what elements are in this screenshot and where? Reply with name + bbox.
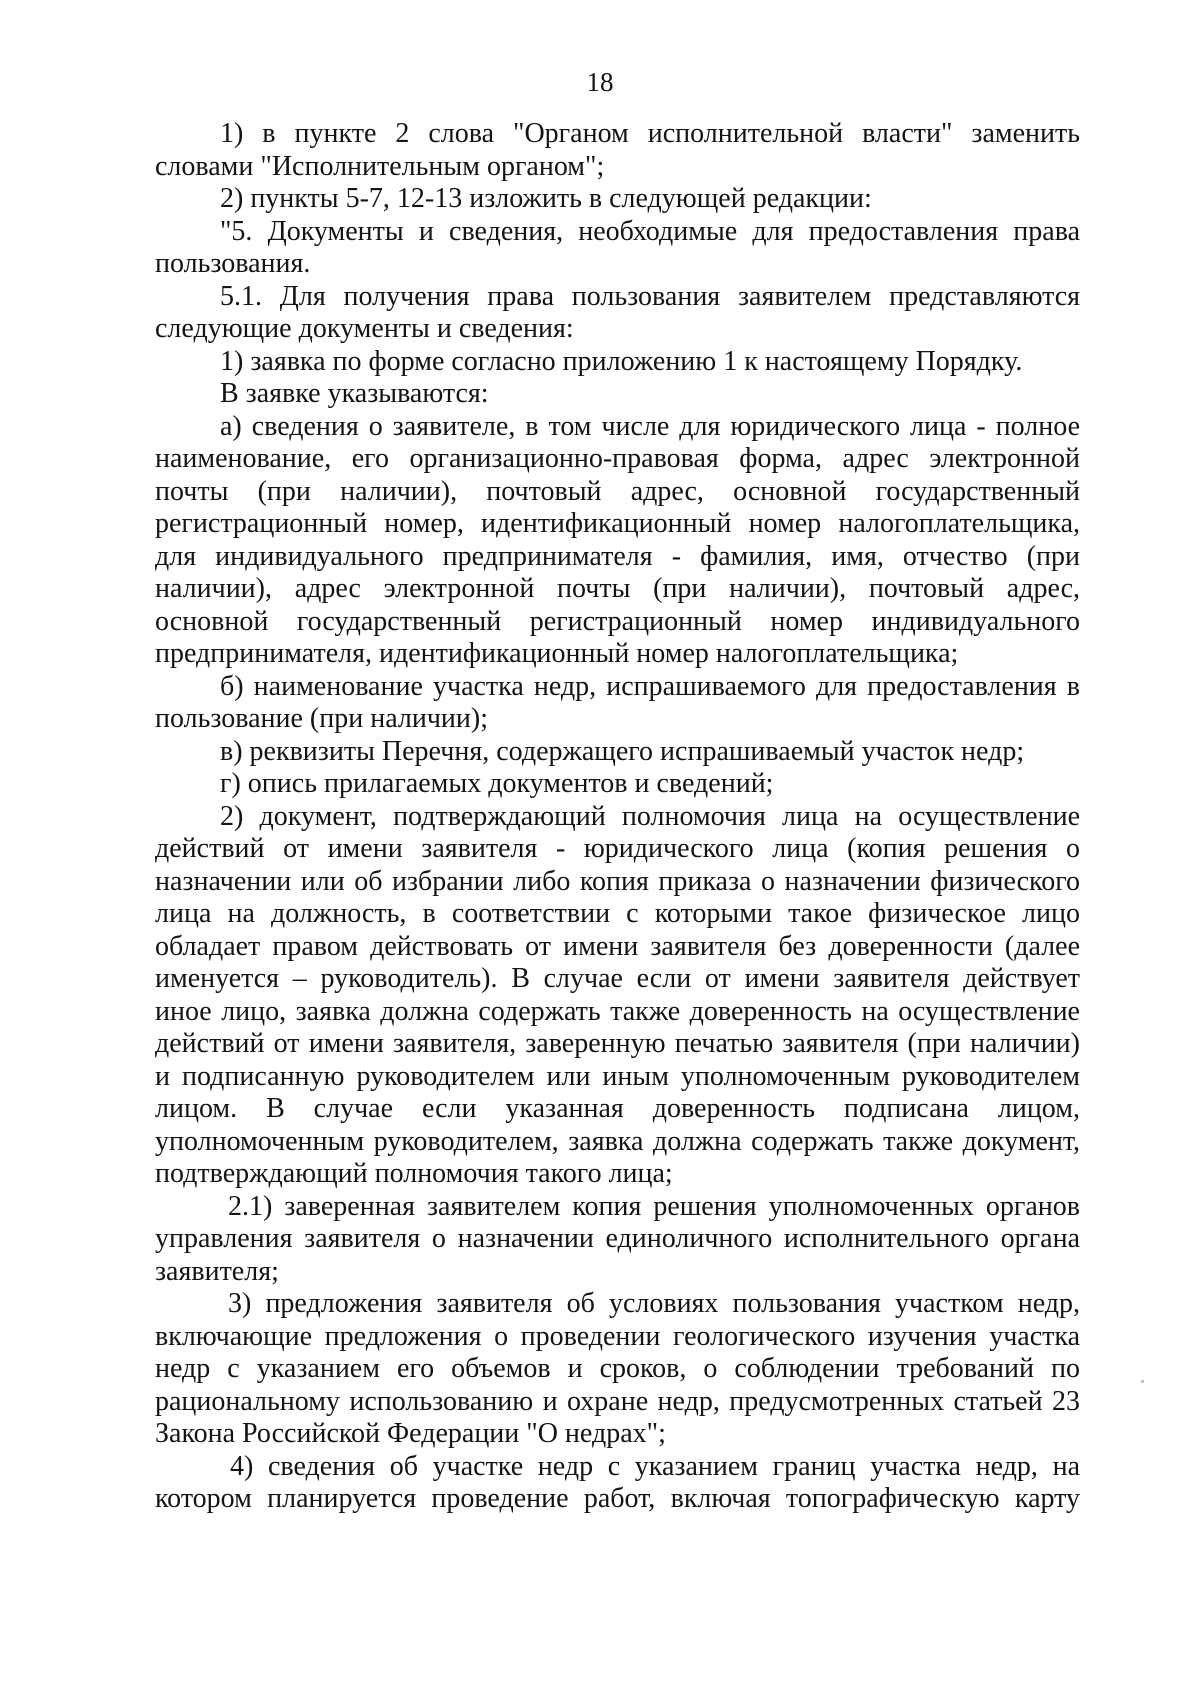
paragraph-section-5: "5. Документы и сведения, необходимые для предоставления права пользования. <box>155 215 1080 279</box>
paragraph-subitem-v: в) реквизиты Перечня, содержащего испрашиваемый участок недр; <box>220 735 1025 767</box>
paragraph-item-2-1: 2.1) заверенная заявителем копия решения уполномоченных органов управления заявителя о назначении единоличного исполнительного органа заявителя; <box>155 1190 1080 1287</box>
page-number: 18 <box>586 67 614 97</box>
paragraph-amend-point-2: 2) пункты 5-7, 12-13 изложить в следующей редакции: <box>220 183 872 214</box>
document-body <box>155 118 1080 1516</box>
paragraph-item-4: 4) сведения об участке недр с указанием границ участка недр, на котором планируется проведение работ, включая топографическую карту <box>155 1450 1080 1514</box>
paragraph-section-5-1: 5.1. Для получения права пользования заявителем представляются следующие документы и сведения: <box>155 280 1080 344</box>
paragraph-item-2: 2) документ, подтверждающий полномочия лица на осуществление действий от имени заявителя - юридического лица (копия решения о назначении или об избрании либо копия приказа о назначении физического лица на должность, в соответствии с которыми такое физическое лицо обладает правом действовать от имени заявителя без доверенности (далее именуется – руководитель). В случае если от имени заявителя действует иное лицо, заявка должна содержать также доверенность на осуществление действий от имени заявителя, заверенную печатью заявителя (при наличии) и подписанную руководителем или иным уполномоченным руководителем лицом. В случае если указанная доверенность подписана лицом, уполномоченным руководителем, заявка должна содержать также документ, подтверждающий полномочия такого лица; <box>155 800 1080 1189</box>
paragraph-subitem-a: а) сведения о заявителе, в том числе для юридического лица - полное наименование, его организационно-правовая форма, адрес электронной почты (при наличии), почтовый адрес, основной государственный регистрационный номер, идентификационный номер налогоплательщика, для индивидуального предпринимателя - фамилия, имя, отчество (при наличии), адрес электронной почты (при наличии), почтовый адрес, основной государственный регистрационный номер индивидуального предпринимателя, идентификационный номер налогоплательщика; <box>155 410 1080 669</box>
paragraph-amend-point-1: 1) в пункте 2 слова "Органом исполнительной власти" заменить словами "Исполнительным органом"; <box>155 118 1080 182</box>
paragraph-item-1: 1) заявка по форме согласно приложению 1 к настоящему Порядку. <box>220 345 1023 377</box>
paragraph-application-contents: В заявке указываются: <box>220 378 489 409</box>
paragraph-subitem-b: б) наименование участка недр, испрашиваемого для предоставления в пользование (при наличии); <box>155 670 1080 734</box>
paragraph-subitem-g: г) опись прилагаемых документов и сведений; <box>220 768 774 799</box>
paragraph-item-3: 3) предложения заявителя об условиях пользования участком недр, включающие предложения о проведении геологического изучения участка недр с указанием его объемов и сроков, о соблюдении требований по рациональному использованию и охране недр, предусмотренных статьей 23 Закона Российской Федерации "О недрах"; <box>155 1288 1080 1449</box>
scan-artifact <box>1141 1380 1144 1383</box>
